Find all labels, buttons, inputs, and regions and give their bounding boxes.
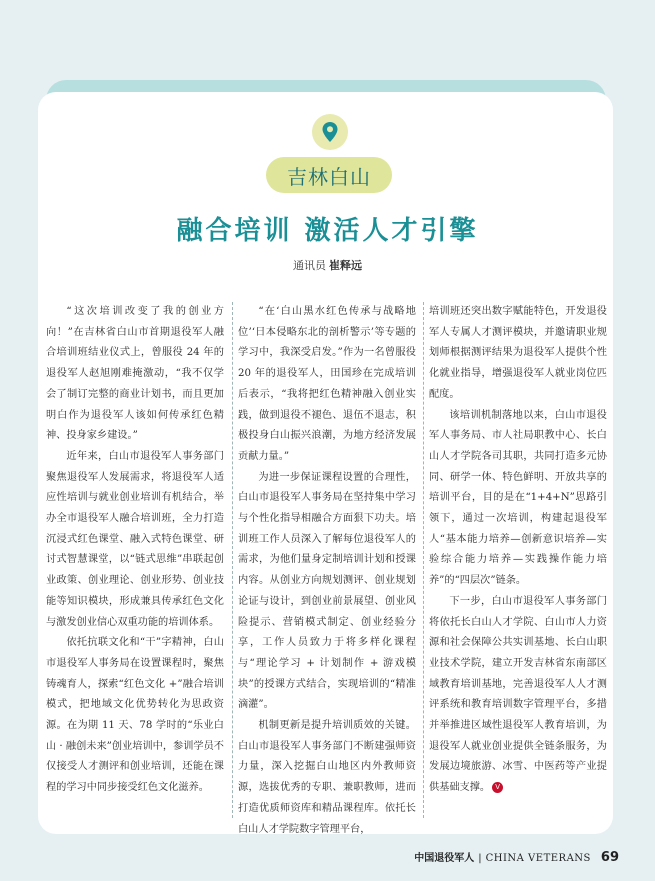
column-1 [46,302,224,822]
paragraph: “这次培训改变了我的创业方向！”在吉林省白山市首期退役军人融合培训班结业仪式上，曾服役 24 年的退役军人赵旭刚难掩激动，“我不仅学会了制订完整的商业计划书，而且更加明白作为退役军人该如何传承红色精神、投身家乡建设。” [46,306,224,442]
paragraph: 机制更新是提升培训质效的关键。白山市退役军人事务部门不断建强师资力量，深入挖掘白山地区内外教师资源，选拔优秀的专职、兼职教师，进而打造优质师资库和精品课程库。依托长白山人才学院数字管理平台， [238,720,416,835]
location-pin-icon [312,114,348,150]
page-footer [414,849,619,865]
magazine-name-en: CHINA VETERANS [485,853,591,864]
footer-separator: | [478,853,482,864]
article-headline: 融合培训 激活人才引擎 [176,216,479,246]
column-divider [423,302,424,818]
column-2 [238,302,416,835]
article-body [46,302,607,835]
paragraph-text: 下一步，白山市退役军人事务部门将依托长白山人才学院、白山市人力资源和社会保障公共实训基地、长白山职业技术学院，建立开发吉林省东南部区域教育培训基地，完善退役军人人才测评系统和教育培训数字管理平台，多措并举推进区域性退役军人教育培训，为退役军人就业创业提供全链条服务，为发展边境旅游、冰雪、中医药等产业提供基础支撑。 [429,595,607,794]
paragraph: 依托抗联文化和“干”字精神，白山市退役军人事务局在设置课程时，聚焦铸魂育人，探索“红色文化 +”融合培训模式，把地域文化优势转化为思政资源。在为期 11 天、78 学时的“乐业白山 · 融创未来”创业培训中，参训学员不仅接受人才测评和创业培训，还能在课程的学习中同步接受红色文化滋养。 [46,637,224,794]
page-number: 69 [600,850,619,865]
end-mark-icon: V [492,782,503,793]
byline-role: 通讯员 [293,259,326,272]
byline-author: 崔释远 [329,259,362,272]
location-label: 吉林白山 [266,157,392,193]
paragraph: 该培训机制落地以来，白山市退役军人事务局、市人社局职教中心、长白山人才学院各司其职，共同打造多元协同、研学一体、特色鲜明、开放共享的培训平台，目的是在“1+4+N”思路引领下，通过一次培训，构建起退役军人“基本能力培养—创新意识培养—实验综合能力培养—实践操作能力培养”的“四层次”链条。 [429,409,607,587]
byline [0,257,655,273]
paragraph: “在‘白山黑水红色传承与战略地位’‘日本侵略东北的剖析警示’等专题的学习中，我深受启发。”作为一名曾服役 20 年的退役军人，田国珍在完成培训后表示，“我将把红色精神融入创业实践，做到退役不褪色、退伍不退志，积极投身白山振兴浪潮，为地方经济发展贡献力量。” [238,306,416,462]
column-divider [232,302,233,818]
magazine-name-cn: 中国退役军人 [414,853,475,864]
paragraph: 近年来，白山市退役军人事务部门聚焦退役军人发展需求，将退役军人适应性培训与就业创业培训有机结合，举办全市退役军人融合培训班，全力打造沉浸式红色课堂、融入式特色课堂、研讨式智慧课堂，以“链式思维”串联起创业政策、创业理论、创业形势、创业技能等知识模块，形成兼具传承红色文化与激发创业信心双重功能的培训体系。 [46,450,224,628]
column-3 [429,302,607,822]
paragraph: 为进一步保证课程设置的合理性，白山市退役军人事务局在坚持集中学习与个性化指导相融合方面狠下功夫。培训班工作人员深入了解每位退役军人的需求，为他们量身定制培训计划和授课内容。从创业方向规划测评、创业规划论证与设计，到创业前景展望、创业风险提示、营销模式制定、创业经验分享，工作人员致力于将多样化课程与“理论学习 + 计划制作 + 游戏模块”的授课方式结合，实现培训的“精准滴灌”。 [238,471,416,711]
paragraph: 培训班还突出数字赋能特色，开发退役军人专属人才测评模块，并邀请职业规划师根据测评结果为退役军人提供个性化就业指导，增强退役军人就业岗位匹配度。 [429,306,607,400]
paragraph-last [429,592,607,799]
